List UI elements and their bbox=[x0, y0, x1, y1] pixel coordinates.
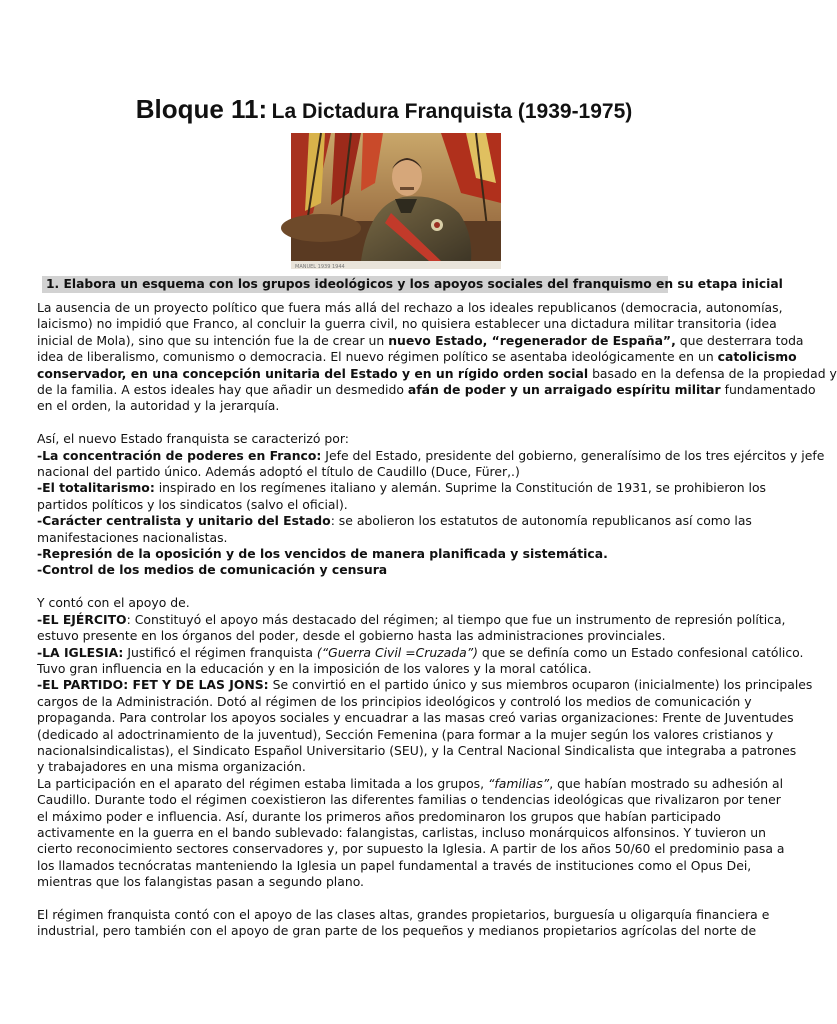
text-line: Así, el nuevo Estado franquista se caracterizó por: bbox=[37, 431, 349, 447]
text-line: nacionalsindicalistas), el Sindicato Español Universitario (SEU), y la Central Nacional Sindicalista que integraba a patrones bbox=[37, 742, 797, 758]
text-line: Tuvo gran influencia en la educación y en la imposición de los valores y la moral católica. bbox=[37, 660, 592, 676]
text-line: Caudillo. Durante todo el régimen coexistieron las diferentes familias o tendencias ideológicas que rivalizaron por tener bbox=[37, 792, 781, 808]
document-body bbox=[37, 300, 837, 940]
text-line: estuvo presente en los órganos del poder, desde el gobierno hasta las administraciones provinciales. bbox=[37, 628, 666, 644]
text-line: -Represión de la oposición y de los vencidos de manera planificada y sistemática. bbox=[37, 546, 608, 562]
text-line: manifestaciones nacionalistas. bbox=[37, 529, 228, 545]
image-caption: MANUEL 1939 1944 bbox=[295, 264, 345, 270]
text-line: -Carácter centralista y unitario del Estado: se abolieron los estatutos de autonomía republicanos así como las bbox=[37, 513, 752, 529]
text-line: cierto reconocimiento sectores conservadores y, por supuesto la Iglesia. A partir de los años 50/60 el predominio pasa a bbox=[37, 841, 785, 857]
text-line: industrial, pero también con el apoyo de gran parte de los pequeños y medianos propietarios agrícolas del norte de bbox=[37, 923, 757, 939]
text-line: -LA IGLESIA: Justificó el régimen franquista (“Guerra Civil =Cruzada”) que se definía como un Estado confesional católico. bbox=[37, 644, 804, 660]
exercise-question: 1. Elabora un esquema con los grupos ideológicos y los apoyos sociales del franquismo en su etapa inicial bbox=[42, 276, 668, 293]
text-line: idea de liberalismo, comunismo o democracia. El nuevo régimen político se asentaba ideológicamente en un catolicismo bbox=[37, 349, 797, 365]
text-line: en el orden, la autoridad y la jerarquía. bbox=[37, 398, 280, 414]
paragraph-gap bbox=[37, 579, 743, 595]
text-line: La participación en el aparato del régimen estaba limitada a los grupos, “familias”, que habían mostrado su adhesión al bbox=[37, 775, 784, 791]
text-line: -EL PARTIDO: FET Y DE LAS JONS: Se convirtió en el partido único y sus miembros ocuparon (inicialmente) los principales bbox=[37, 677, 813, 693]
text-line: -Control de los medios de comunicación y censura bbox=[37, 562, 388, 578]
text-line: propaganda. Para controlar los apoyos sociales y encuadrar a las masas creó varias organizaciones: Frente de Juventudes bbox=[37, 710, 794, 726]
text-line: -La concentración de poderes en Franco: Jefe del Estado, presidente del gobierno, generalísimo de los tres ejércitos y jefe bbox=[37, 447, 825, 463]
title-prefix: Bloque 11: bbox=[135, 94, 268, 124]
text-line: conservador, en una concepción unitaria del Estado y en un rígido orden social basado en la defensa de la propiedad y bbox=[37, 365, 837, 381]
text-line: Y contó con el apoyo de. bbox=[37, 595, 190, 611]
text-line: inicial de Mola), sino que su intención fue la de crear un nuevo Estado, “regenerador de España”, que desterrara toda bbox=[37, 332, 804, 348]
text-line: mientras que los falangistas pasan a segundo plano. bbox=[37, 874, 364, 890]
text-line: y trabajadores en una misma organización. bbox=[37, 759, 306, 775]
text-line: cargos de la Administración. Dotó al régimen de los principios ideológicos y controló los medios de comunicación y bbox=[37, 693, 752, 709]
paragraph-gap bbox=[37, 891, 743, 907]
text-line: El régimen franquista contó con el apoyo de las clases altas, grandes propietarios, burguesía u oligarquía financiera e bbox=[37, 906, 770, 922]
portrait-painting-icon bbox=[291, 133, 501, 269]
text-line: el máximo poder e influencia. Así, durante los primeros años predominaron los grupos que habían participado bbox=[37, 808, 721, 824]
text-line: de la familia. A estos ideales hay que añadir un desmedido afán de poder y un arraigado espíritu militar fundamentado bbox=[37, 382, 816, 398]
text-line: La ausencia de un proyecto político que fuera más allá del rechazo a los ideales republicanos (democracia, autonomías, bbox=[37, 300, 783, 315]
text-line: los llamados tecnócratas manteniendo la Iglesia un papel fundamental a través de instituciones como el Opus Dei, bbox=[37, 857, 752, 873]
franco-portrait-image bbox=[291, 133, 501, 269]
text-line: (dedicado al adoctrinamiento de la juventud), Sección Femenina (para formar a la mujer según los valores cristianos y bbox=[37, 726, 774, 742]
text-line: -El totalitarismo: inspirado en los regímenes italiano y alemán. Suprime la Constitución de 1931, se prohibieron los bbox=[37, 480, 766, 496]
title-main: La Dictadura Franquista (1939-1975) bbox=[271, 100, 633, 123]
paragraph-gap bbox=[37, 415, 743, 431]
text-line: partidos políticos y los sindicatos (salvo el oficial). bbox=[37, 496, 348, 512]
text-line: laicismo) no impidió que Franco, al concluir la guerra civil, no quisiera establecer una dictadura militar transitoria (idea bbox=[37, 316, 777, 332]
text-line: -EL EJÉRCITO: Constituyó el apoyo más destacado del régimen; al tiempo que fue un instrumento de represión política, bbox=[37, 611, 786, 627]
text-line: nacional del partido único. Además adoptó el título de Caudillo (Duce, Fürer,.) bbox=[37, 464, 520, 480]
page-title bbox=[0, 94, 768, 125]
text-line: activamente en la guerra en el bando sublevado: falangistas, carlistas, incluso monárquicos alfonsinos. Y tuvieron un bbox=[37, 824, 766, 840]
